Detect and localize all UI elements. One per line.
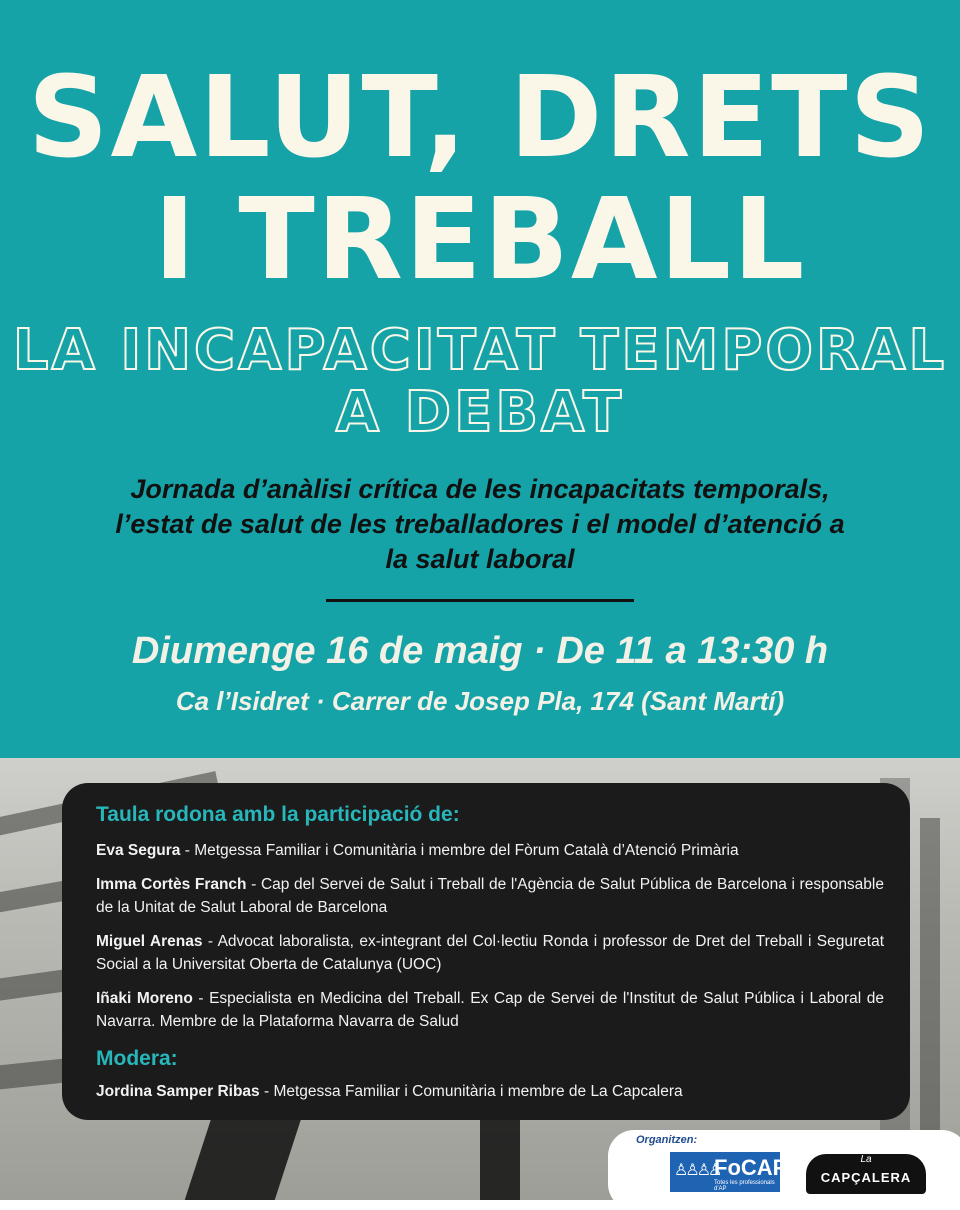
focap-tagline: Totes les professionals d'AP (714, 1180, 775, 1192)
participant-name: Miguel Arenas (96, 933, 203, 950)
participant-item (96, 873, 884, 919)
participant-item (96, 987, 884, 1033)
moderator-item (96, 1080, 884, 1103)
participant-name: Imma Cortès Franch (96, 876, 247, 893)
round-table-heading: Taula rodona amb la participació de: (96, 803, 460, 826)
description-line-2: l’estat de salut de les treballadores i el model d’atenció a (115, 509, 845, 540)
description-line-1: Jornada d’anàlisi crítica de les incapacitats temporals, (130, 474, 830, 504)
participant-description: - Metgessa Familiar i Comunitària i membre del Fòrum Català d’Atenció Primària (180, 842, 739, 859)
subtitle-line-2: A DEBAT (335, 380, 625, 445)
focap-logo (670, 1152, 788, 1192)
focap-name: FoCAP (714, 1155, 788, 1180)
event-description (60, 472, 900, 577)
organizers-box (608, 1130, 960, 1210)
moderator-name: Jordina Samper Ribas (96, 1083, 260, 1100)
round-table-panel (62, 783, 910, 1120)
title-line-1: SALUT, DRETS (27, 53, 933, 183)
capcalera-logo (806, 1154, 926, 1194)
event-location: Ca l’Isidret · Carrer de Josep Pla, 174 (Sant Martí) (175, 686, 785, 716)
capcalera-name: CAPÇALERA (820, 1170, 912, 1185)
subtitle-line-1: LA INCAPACITAT TEMPORAL (12, 318, 948, 383)
capcalera-la: La (860, 1154, 872, 1165)
participant-item (96, 930, 884, 976)
moderator-description: - Metgessa Familiar i Comunitària i membre de La Capcalera (259, 1083, 683, 1100)
moderator-heading: Modera: (96, 1047, 178, 1070)
participant-description: - Advocat laboralista, ex-integrant del Col·lectiu Ronda i professor de Dret del Treball i Seguretat Social a la Universitat Oberta de Catalunya (UOC) (96, 933, 884, 973)
participant-description: - Cap del Servei de Salut i Treball de l'Agència de Salut Pública de Barcelona i responsable de la Unitat de Salut Laboral de Barcelona (96, 876, 884, 916)
participant-item (96, 839, 884, 862)
title-line-2: I TREBALL (153, 175, 807, 305)
organizers-label: Organitzen: (636, 1134, 698, 1146)
people-icon: ♙♙♙♙ (674, 1162, 720, 1179)
description-line-3: la salut laboral (385, 544, 575, 575)
participant-description: - Especialista en Medicina del Treball. Ex Cap de Servei de l'Institut de Salut Pública i Laboral de Navarra. Membre de la Plataforma Navarra de Salud (96, 990, 885, 1030)
participant-name: Iñaki Moreno (96, 990, 193, 1007)
participant-name: Eva Segura (96, 842, 181, 859)
event-date: Diumenge 16 de maig · De 11 a 13:30 h (131, 630, 829, 672)
divider (326, 599, 634, 602)
